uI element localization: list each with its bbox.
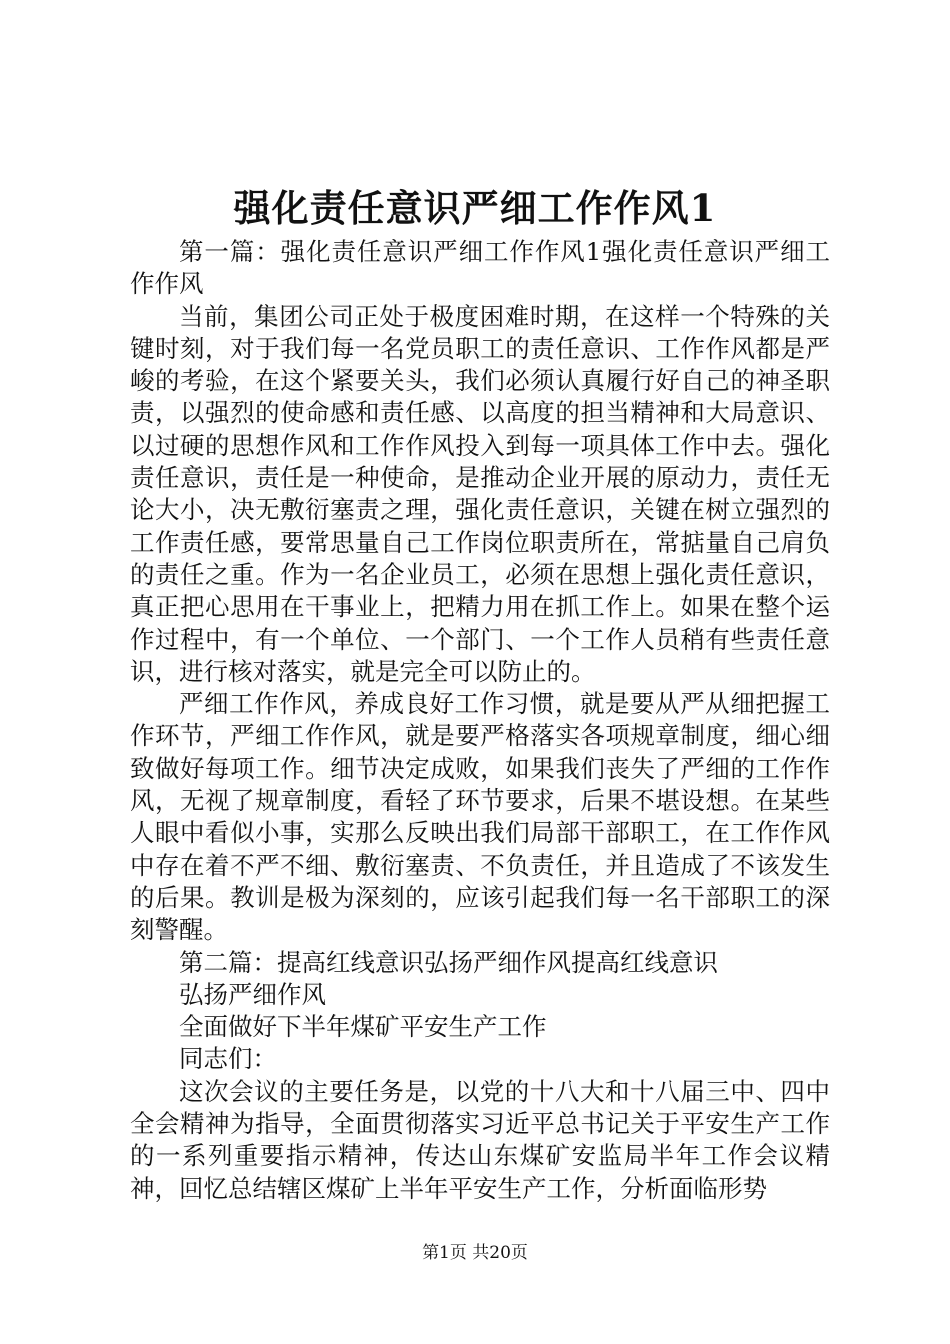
paragraph-subheading: 全面做好下半年煤矿平安生产工作: [179, 1012, 547, 1042]
paragraph-heading-part-one: 第一篇：强化责任意识严细工作作风1强化责任意识严细工作作风: [130, 237, 830, 299]
paragraph-heading-part-two: 第二篇：提高红线意识弘扬严细作风提高红线意识: [179, 947, 718, 977]
paragraph-salutation: 同志们：: [179, 1044, 277, 1074]
document-body: [130, 236, 830, 1205]
paragraph: 当前，集团公司正处于极度困难时期，在这样一个特殊的关键时刻，对于我们每一名党员职工的责任意识、工作作风都是严峻的考验，在这个紧要关头，我们必须认真履行好自己的神圣职责，以强烈的使命感和责任感、以高度的担当精神和大局意识、以过硬的思想作风和工作作风投入到每一项具体工作中去。强化责任意识，责任是一种使命，是推动企业开展的原动力，责任无论大小，决无敷衍塞责之理，强化责任意识，关键在树立强烈的工作责任感，要常思量自己工作岗位职责所在，常掂量自己肩负的责任之重。作为一名企业员工，必须在思想上强化责任意识，真正把心思用在干事业上，把精力用在抓工作上。如果在整个运作过程中，有一个单位、一个部门、一个工作人员稍有些责任意识，进行核对落实，就是完全可以防止的。: [130, 301, 830, 686]
paragraph: 严细工作作风，养成良好工作习惯，就是要从严从细把握工作环节，严细工作作风，就是要严格落实各项规章制度，细心细致做好每项工作。细节决定成败，如果我们丧失了严细的工作作风，无视了规章制度，看轻了环节要求，后果不堪设想。在某些人眼中看似小事，实那么反映出我们局部干部职工，在工作作风中存在着不严不细、敷衍塞责、不负责任，并且造成了不该发生的后果。教训是极为深刻的，应该引起我们每一名干部职工的深刻警醒。: [130, 689, 830, 945]
page-footer: 第1页 共20页: [422, 1243, 528, 1263]
document-title: 强化责任意识严细工作作风1: [233, 186, 717, 230]
paragraph: 这次会议的主要任务是，以党的十八大和十八届三中、四中全会精神为指导，全面贯彻落实习近平总书记关于平安生产工作的一系列重要指示精神，传达山东煤矿安监局半年工作会议精神，回忆总结辖区煤矿上半年平安生产工作，分析面临形势: [130, 1076, 830, 1203]
paragraph-subheading: 弘扬严细作风: [179, 979, 326, 1009]
